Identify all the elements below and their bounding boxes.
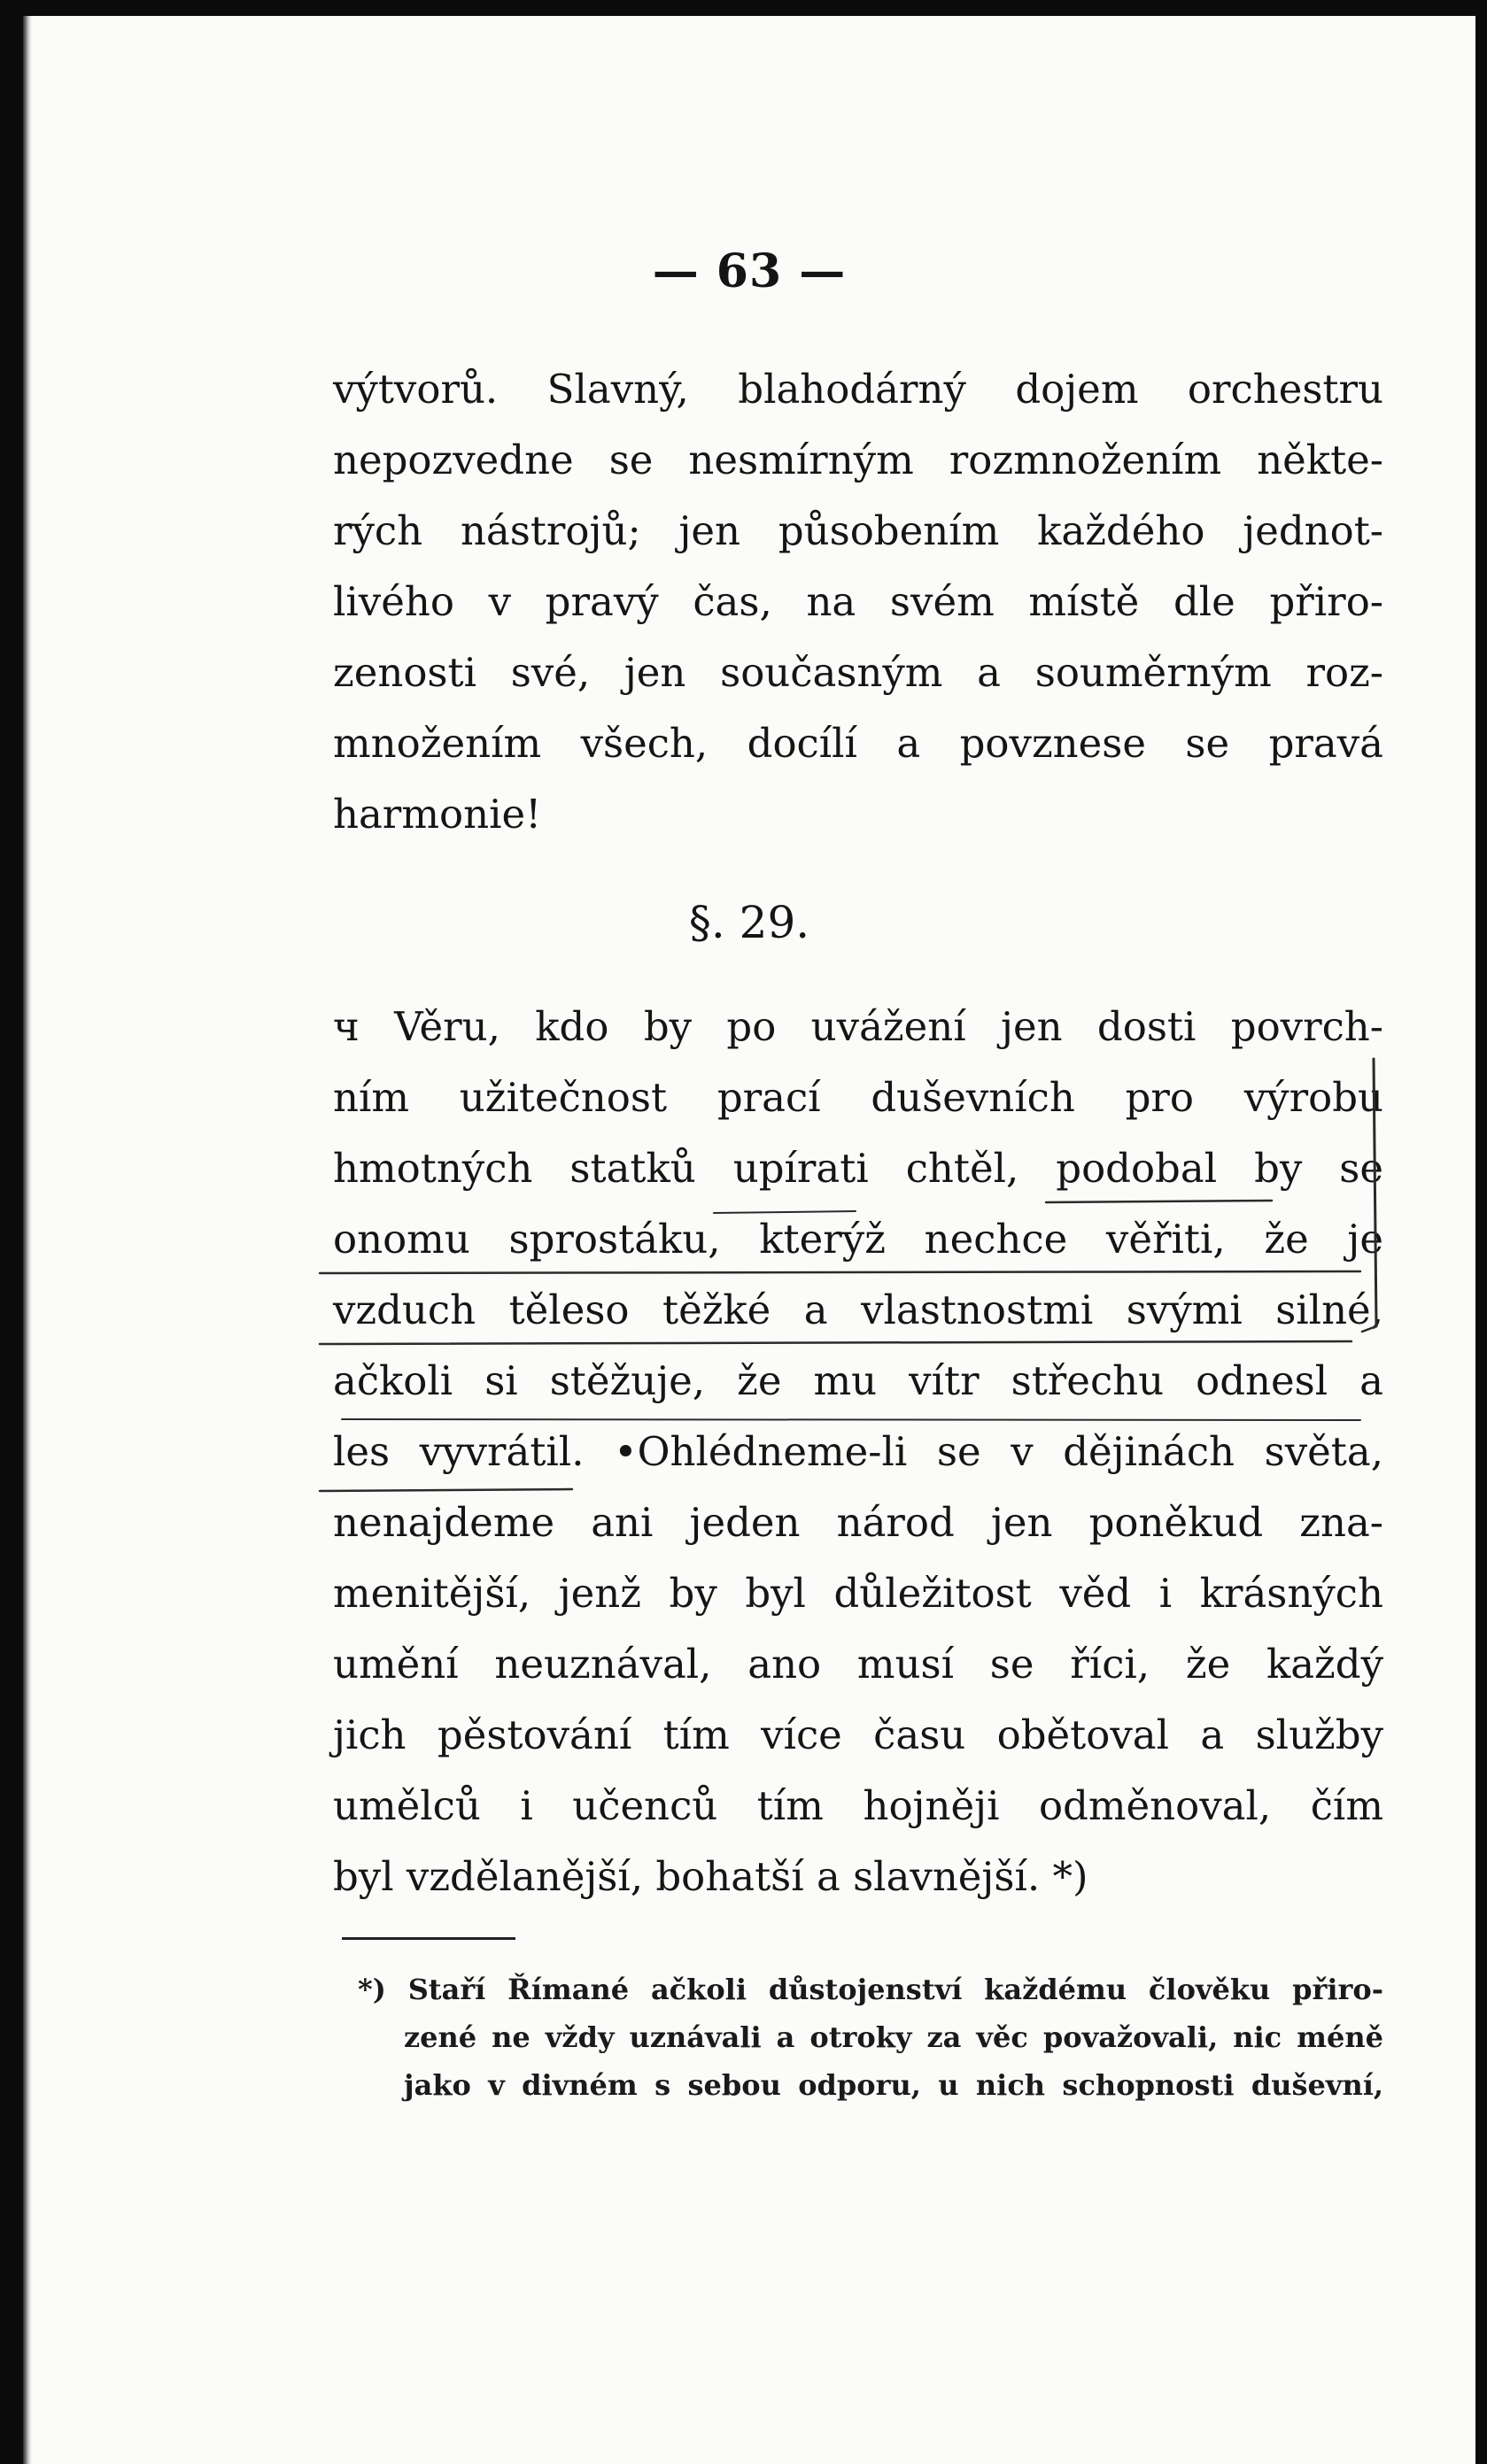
text-line: les vyvrátil. •Ohlédneme-li se v dějinách světa, [333, 1428, 1383, 1475]
book-page [23, 16, 1475, 2464]
text-line: nepozvedne se nesmírným rozmnožením někte- [333, 436, 1383, 483]
footnote-line: zené ne vždy uznávali a otroky za věc považovali, nic méně [404, 2020, 1383, 2054]
text-line: ačkoli si stěžuje, že mu vítr střechu odnesl a [333, 1357, 1383, 1404]
text-line: množením všech, docílí a povznese se pravá [333, 720, 1383, 767]
text-line: harmonie! [333, 791, 542, 838]
text-line: ním užitečnost prací duševních pro výrobu [333, 1074, 1383, 1121]
margin-bracket-mark [1362, 1326, 1376, 1332]
footnote-line: jako v divném s sebou odporu, u nich schopnosti duševní, [404, 2068, 1383, 2102]
text-line: nenajdeme ani jeden národ jen poněkud zna- [333, 1499, 1383, 1546]
pencil-annotations [23, 16, 1475, 2464]
text-line: umělců i učenců tím hojněji odměnoval, čím [333, 1782, 1383, 1829]
underline-mark [1046, 1201, 1272, 1202]
underline-mark [320, 1341, 1351, 1344]
text-line: umění neuznával, ano musí se říci, že každý [333, 1641, 1383, 1688]
text-line: hmotných statků upírati chtěl, podobal by se [333, 1145, 1383, 1192]
footnote-line: *) Staří Římané ačkoli důstojenství každému člověku přiro- [358, 1973, 1383, 2006]
text-line: livého v pravý čas, na svém místě dle přiro- [333, 578, 1383, 625]
margin-bracket-mark [1374, 1059, 1376, 1326]
text-line: výtvorů. Slavný, blahodárný dojem orchestru [333, 366, 1383, 413]
section-heading: §. 29. [688, 897, 810, 948]
text-line: menitější, jenž by byl důležitost věd i krásných [333, 1570, 1383, 1617]
text-line: ч Věru, kdo by po uvážení jen dosti povrch- [333, 1003, 1383, 1050]
text-line: rých nástrojů; jen působením každého jednot- [333, 507, 1383, 554]
text-line: byl vzdělanější, bohatší a slavnější. *) [333, 1853, 1088, 1900]
underline-mark [342, 1419, 1360, 1420]
underline-mark [320, 1271, 1360, 1273]
text-line: onomu sprostáku, kterýž nechce věřiti, že je [333, 1216, 1383, 1263]
text-line: zenosti své, jen současným a souměrným roz- [333, 649, 1383, 696]
underline-mark [714, 1211, 856, 1213]
page-number: — 63 — [652, 244, 847, 298]
underline-mark [320, 1489, 572, 1491]
text-line: vzduch těleso těžké a vlastnostmi svými silné, [333, 1286, 1383, 1333]
text-line: jich pěstování tím více času obětoval a služby [333, 1711, 1383, 1758]
